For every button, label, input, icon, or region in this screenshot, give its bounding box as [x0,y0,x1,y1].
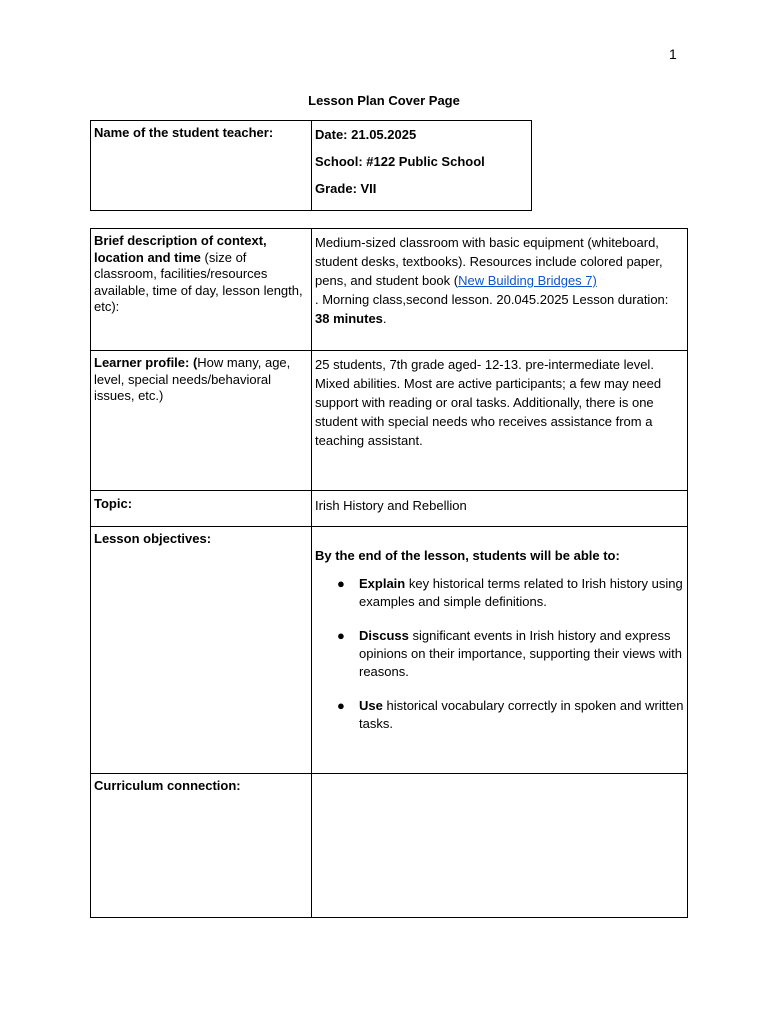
date-school-grade-cell [312,121,532,211]
topic-label-cell [91,491,312,527]
context-end: . [382,311,387,326]
context-label-bold: Brief description of context, location and time [94,233,267,265]
objective-text: historical vocabulary correctly in spoken and written tasks. [359,698,684,731]
student-teacher-name-cell[interactable] [91,121,312,211]
learner-profile-value-cell [312,351,688,491]
topic-row [91,491,688,527]
objective-text: significant events in Irish history and express opinions on their importance, supporting their views with reasons. [359,628,683,679]
objectives-lead: By the end of the lesson, students will be able to: [315,548,620,563]
topic-label: Topic: [94,496,133,511]
topic-value: Irish History and Rebellion [315,498,467,513]
page-title: Lesson Plan Cover Page [308,93,460,108]
objectives-list [315,575,684,733]
learner-profile-label-cell [91,351,312,491]
curriculum-value-cell[interactable] [312,774,688,918]
bullet-icon: ● [337,698,345,713]
date-text: Date: 21.05.2025 [315,127,417,142]
student-teacher-label: Name of the student teacher: [94,125,274,140]
learner-profile-row [91,351,688,491]
objective-verb: Discuss [359,628,409,643]
curriculum-label-cell [91,774,312,918]
objectives-label-cell [91,527,312,774]
lesson-duration: 38 minutes [315,311,383,326]
page-number: 1 [669,46,677,62]
objective-verb: Explain [359,576,406,591]
objective-verb: Use [359,698,383,713]
lesson-details-table [90,228,688,918]
context-label-cell [91,229,312,351]
school-text: School: #122 Public School [315,154,485,169]
header-table [90,120,532,211]
learner-profile-text: 25 students, 7th grade aged- 12-13. pre-intermediate level. Mixed abilities. Most are active participants; a few may need support with reading or oral tasks. Additionally, there is one student with special needs who receives assistance from a teaching assistant. [315,357,662,448]
curriculum-row [91,774,688,918]
context-text: Medium-sized classroom with basic equipment (whiteboard, student desks, textbooks). Resources include colored paper, pens, and student book ( [315,235,663,288]
context-text-after: . Morning class,second lesson. 20.045.2025 Lesson duration: [315,292,669,307]
bullet-icon: ● [337,628,345,643]
list-item [337,697,684,733]
context-label-rest: (size of classroom, facilities/resources available, time of day, lesson length, etc): [94,249,303,314]
book-link[interactable]: New Building Bridges 7) [458,273,597,288]
learner-profile-label-bold: Learner profile: ( [94,355,198,370]
learner-profile-label-rest: How many, age, level, special needs/behavioral issues, etc.) [94,355,291,403]
bullet-icon: ● [337,576,345,591]
list-item [337,575,684,611]
list-item [337,627,684,681]
context-row [91,229,688,351]
context-value-cell [312,229,688,351]
topic-value-cell [312,491,688,527]
objective-text: key historical terms related to Irish history using examples and simple definitions. [359,576,683,609]
grade-text: Grade: VII [315,181,377,196]
objectives-label: Lesson objectives: [94,531,212,546]
objectives-value-cell [312,527,688,774]
curriculum-label: Curriculum connection: [94,778,241,793]
objectives-row [91,527,688,774]
